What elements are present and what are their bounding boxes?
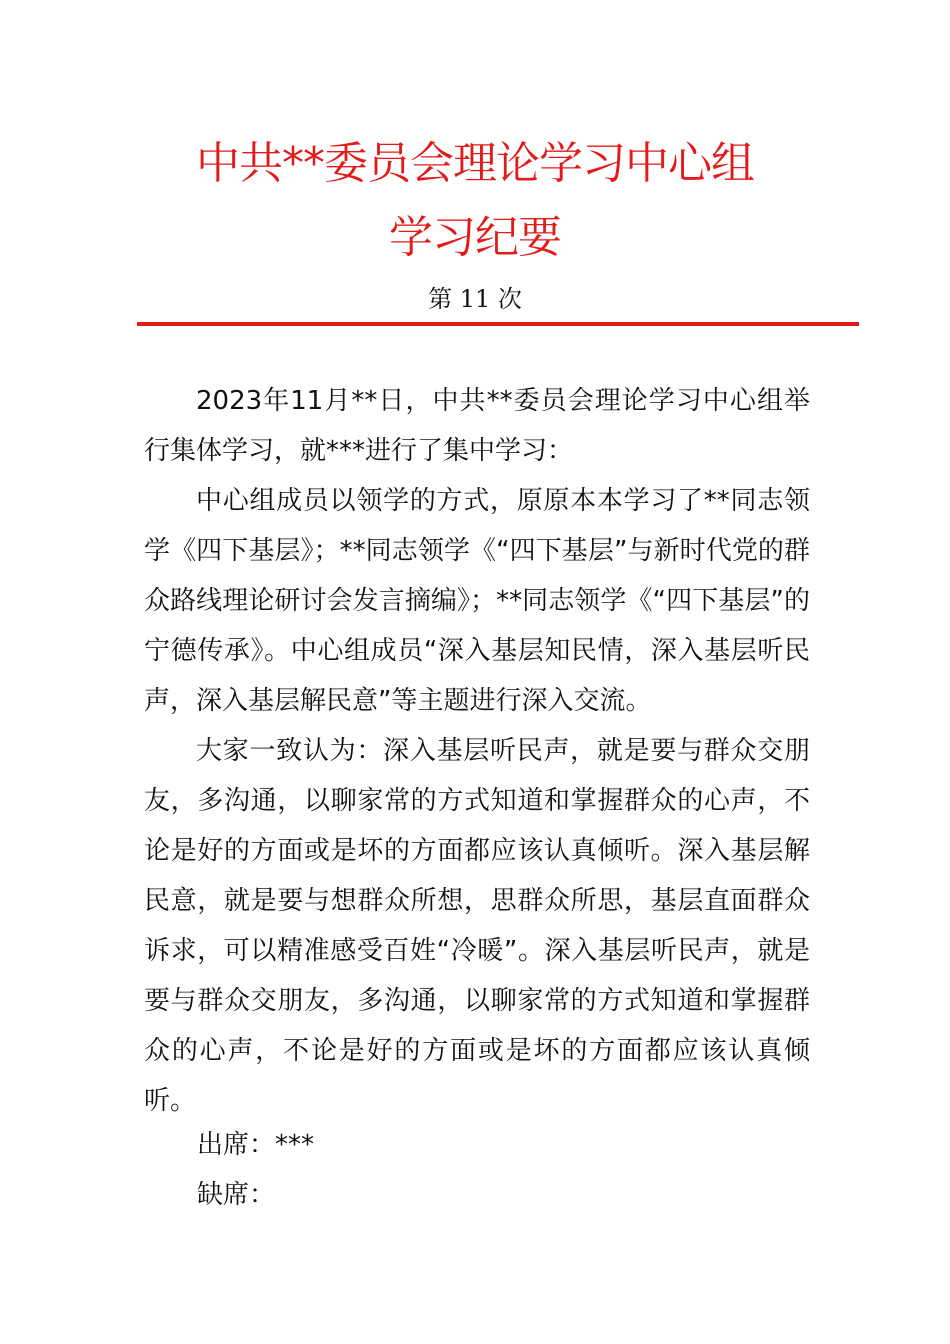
paragraph-study-content: 中心组成员以领学的方式，原原本本学习了**同志领学《四下基层》；**同志领学《“四下基层”与新时代党的群众路线理论研讨会发言摘编》；**同志领学《“四下基层”的宁德传承》。中心组成员“深入基层知民情，深入基层听民声，深入基层解民意”等主题进行深入交流。 — [144, 486, 810, 716]
document-title-line-2: 学习纪要 — [389, 212, 561, 263]
absence-line: 缺席： — [197, 1180, 276, 1210]
paragraph-consensus: 大家一致认为：深入基层听民声，就是要与群众交朋友，多沟通，以聊家常的方式知道和掌握群众的心声，不论是好的方面或是坏的方面都应该认真倾听。深入基层解民意，就是要与想群众所想，思群众所思，基层直面群众诉求，可以精准感受百姓“冷暖”。深入基层听民声，就是要与群众交朋友，多沟通，以聊家常的方式知道和掌握群众的心声，不论是好的方面或是坏的方面都应该认真倾听。 — [144, 736, 810, 1116]
document-title-line-1: 中共**委员会理论学习中心组 — [196, 138, 754, 189]
document-body — [144, 376, 810, 1126]
issue-number: 第 11 次 — [428, 285, 522, 313]
paragraph-intro: 2023年11月**日，中共**委员会理论学习中心组举行集体学习，就***进行了集中学习： — [144, 386, 810, 466]
attendance-line: 出席：*** — [197, 1130, 315, 1160]
red-divider-line — [137, 322, 859, 326]
